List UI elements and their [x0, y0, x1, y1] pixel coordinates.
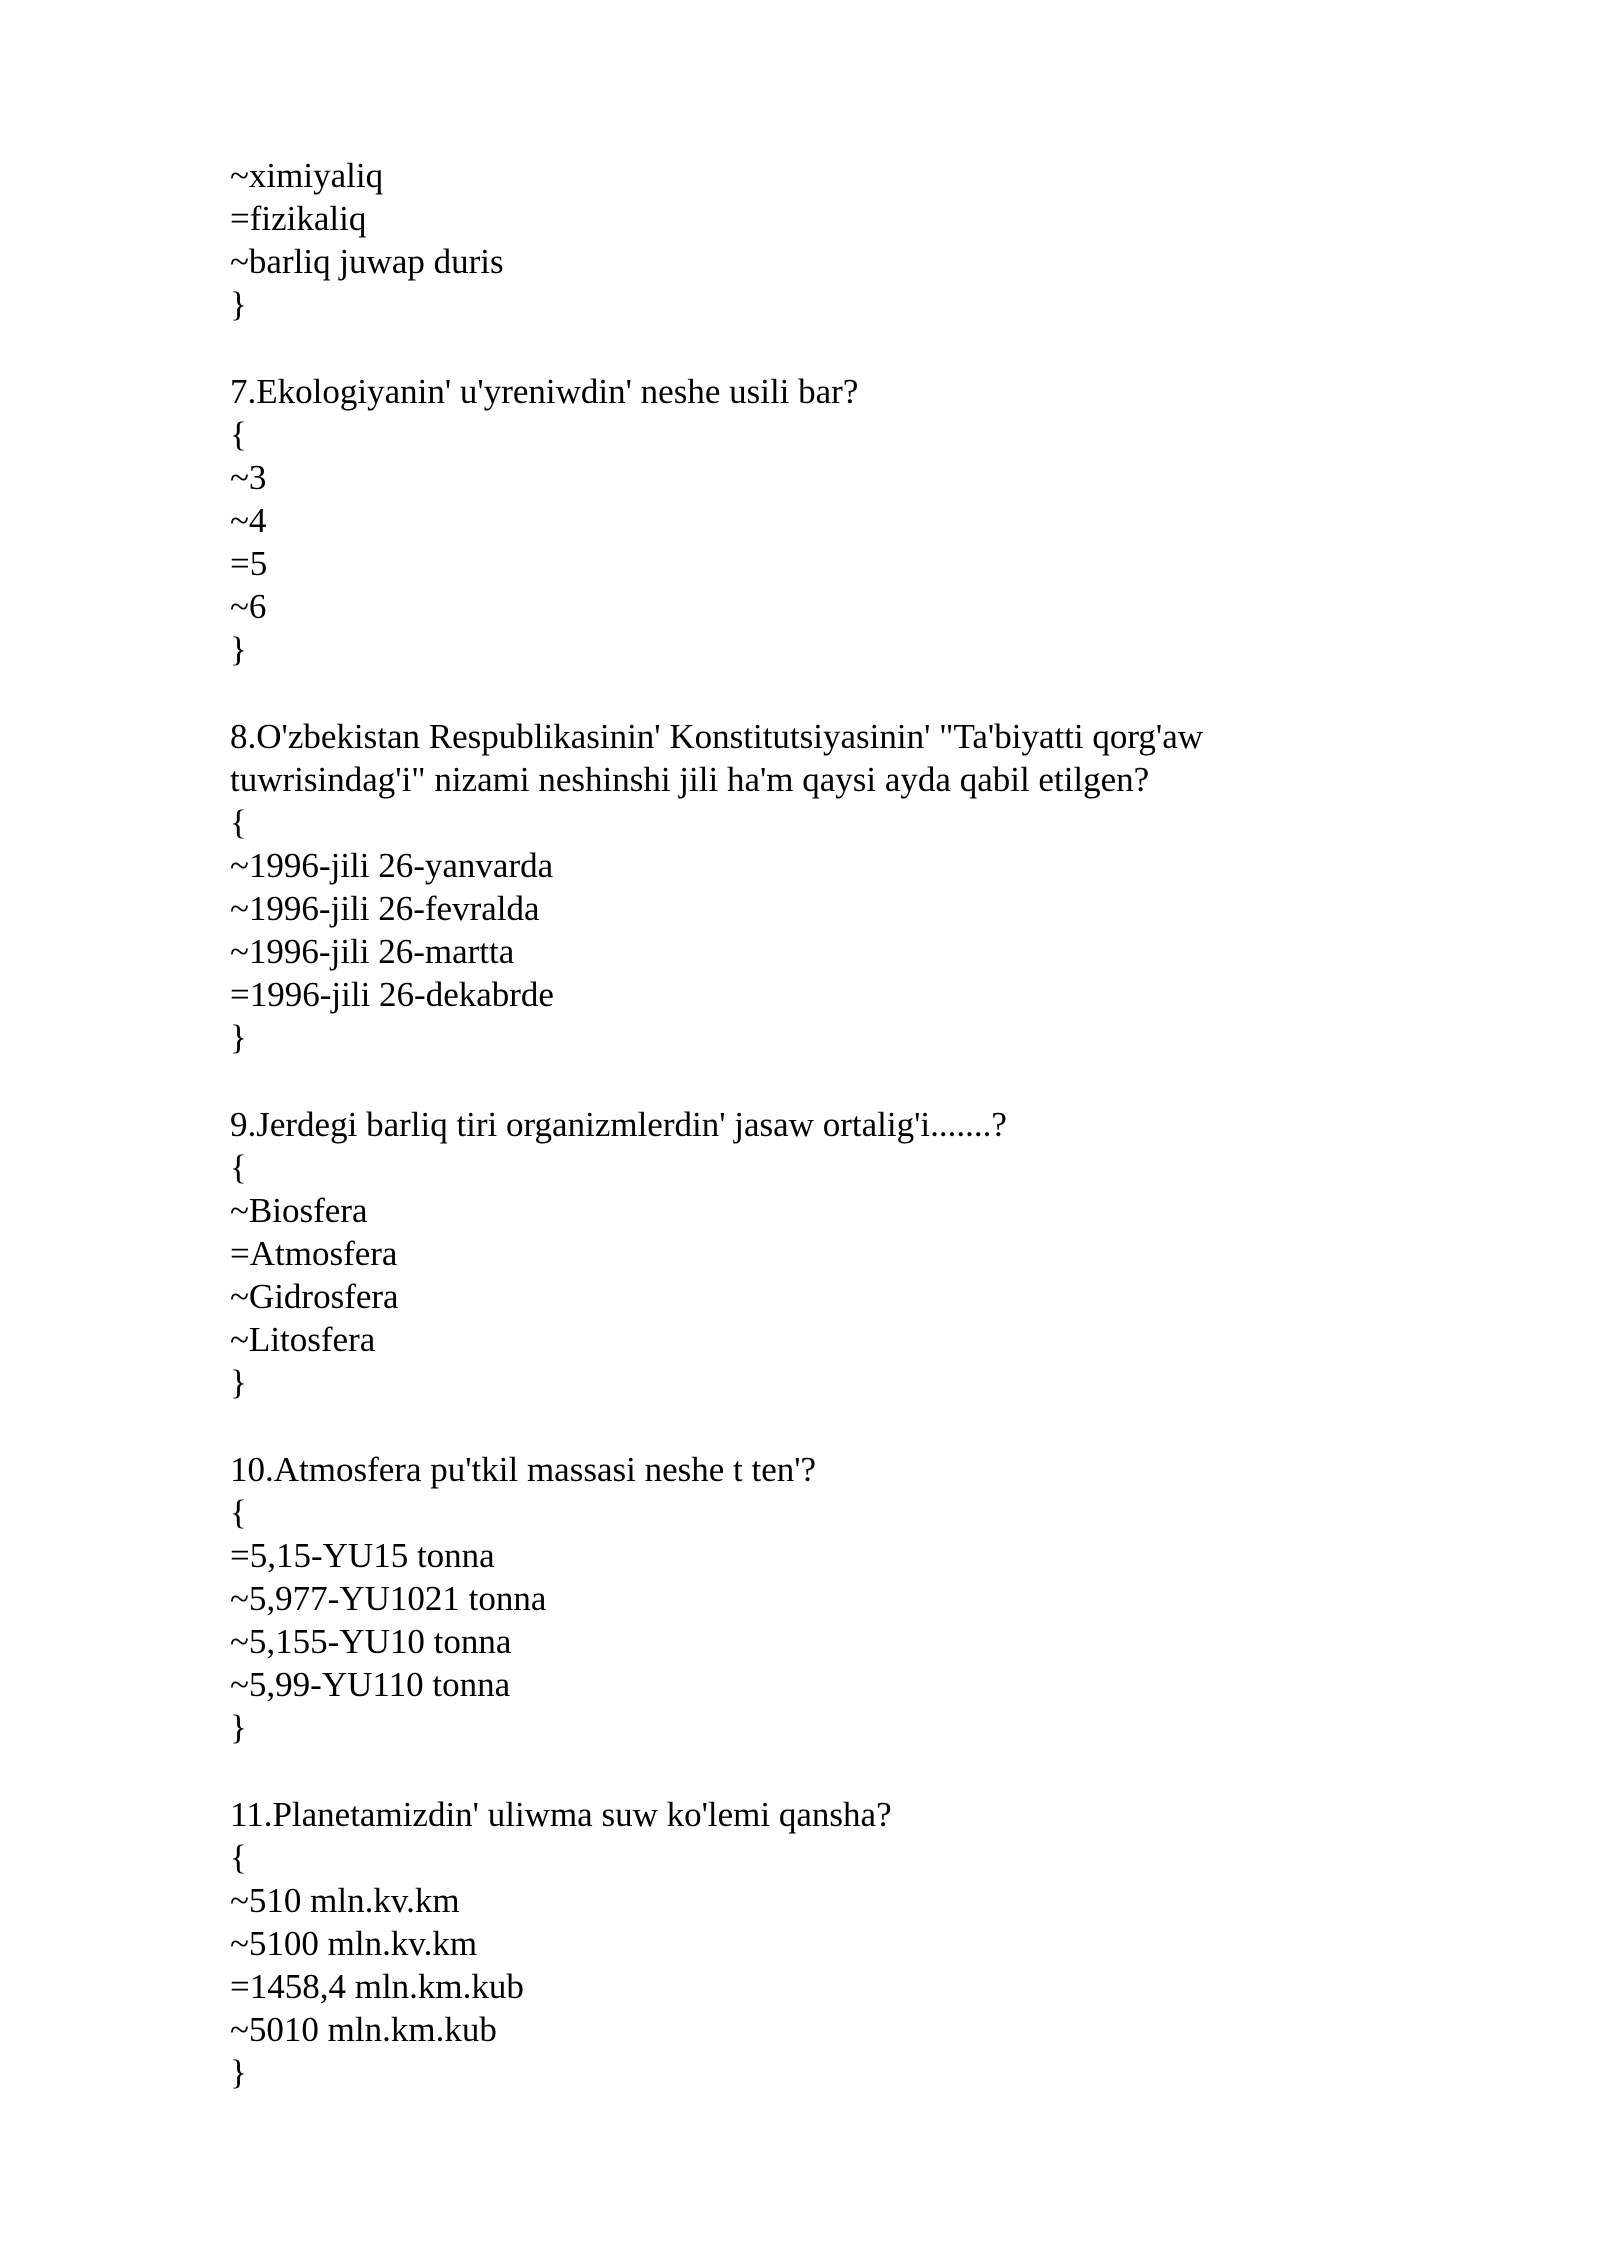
- answer-option: ~barliq juwap duris: [230, 242, 504, 281]
- opening-brace: {: [230, 803, 247, 842]
- answer-option: =1458,4 mln.km.kub: [230, 1967, 524, 2006]
- answer-option: ~3: [230, 458, 267, 497]
- closing-brace: }: [230, 1363, 247, 1402]
- answer-option: =Atmosfera: [230, 1234, 398, 1273]
- closing-brace: }: [230, 630, 247, 669]
- answer-option: ~1996-jili 26-yanvarda: [230, 846, 554, 885]
- answer-option: =1996-jili 26-dekabrde: [230, 975, 554, 1014]
- answer-option: ~5010 mln.km.kub: [230, 2010, 497, 2049]
- answer-option: ~Litosfera: [230, 1320, 376, 1359]
- answer-option: =fizikaliq: [230, 199, 367, 238]
- question-text: 8.O'zbekistan Respublikasinin' Konstitutsiyasinin' "Ta'biyatti qorg'aw: [230, 717, 1204, 756]
- answer-option: ~510 mln.kv.km: [230, 1881, 460, 1920]
- answer-option: ~1996-jili 26-fevralda: [230, 889, 540, 928]
- answer-option: ~ximiyaliq: [230, 156, 384, 195]
- opening-brace: {: [230, 415, 247, 454]
- answer-option: ~5,99-YU110 tonna: [230, 1665, 511, 1704]
- answer-option: ~5100 mln.kv.km: [230, 1924, 478, 1963]
- question-text: 11.Planetamizdin' uliwma suw ko'lemi qansha?: [230, 1795, 892, 1834]
- answer-option: ~5,155-YU10 tonna: [230, 1622, 512, 1661]
- question-text: 7.Ekologiyanin' u'yreniwdin' neshe usili bar?: [230, 372, 859, 411]
- question-text: 9.Jerdegi barliq tiri organizmlerdin' jasaw ortalig'i.......?: [230, 1105, 1007, 1144]
- document-page: [230, 0, 1430, 2262]
- opening-brace: {: [230, 1148, 247, 1187]
- question-text: 10.Atmosfera pu'tkil massasi neshe t ten'?: [230, 1450, 817, 1489]
- closing-brace: }: [230, 2053, 247, 2092]
- closing-brace: }: [230, 1708, 247, 1747]
- answer-option: ~Gidrosfera: [230, 1277, 399, 1316]
- answer-option: ~4: [230, 501, 267, 540]
- answer-option: ~Biosfera: [230, 1191, 368, 1230]
- question-text: tuwrisindag'i" nizami neshinshi jili ha'm qaysi ayda qabil etilgen?: [230, 760, 1150, 799]
- opening-brace: {: [230, 1838, 247, 1877]
- answer-option: ~5,977-YU1021 tonna: [230, 1579, 547, 1618]
- closing-brace: }: [230, 1018, 247, 1057]
- closing-brace: }: [230, 285, 247, 324]
- answer-option: ~6: [230, 587, 267, 626]
- opening-brace: {: [230, 1493, 247, 1532]
- answer-option: =5,15-YU15 tonna: [230, 1536, 495, 1575]
- answer-option: =5: [230, 544, 268, 583]
- answer-option: ~1996-jili 26-martta: [230, 932, 515, 971]
